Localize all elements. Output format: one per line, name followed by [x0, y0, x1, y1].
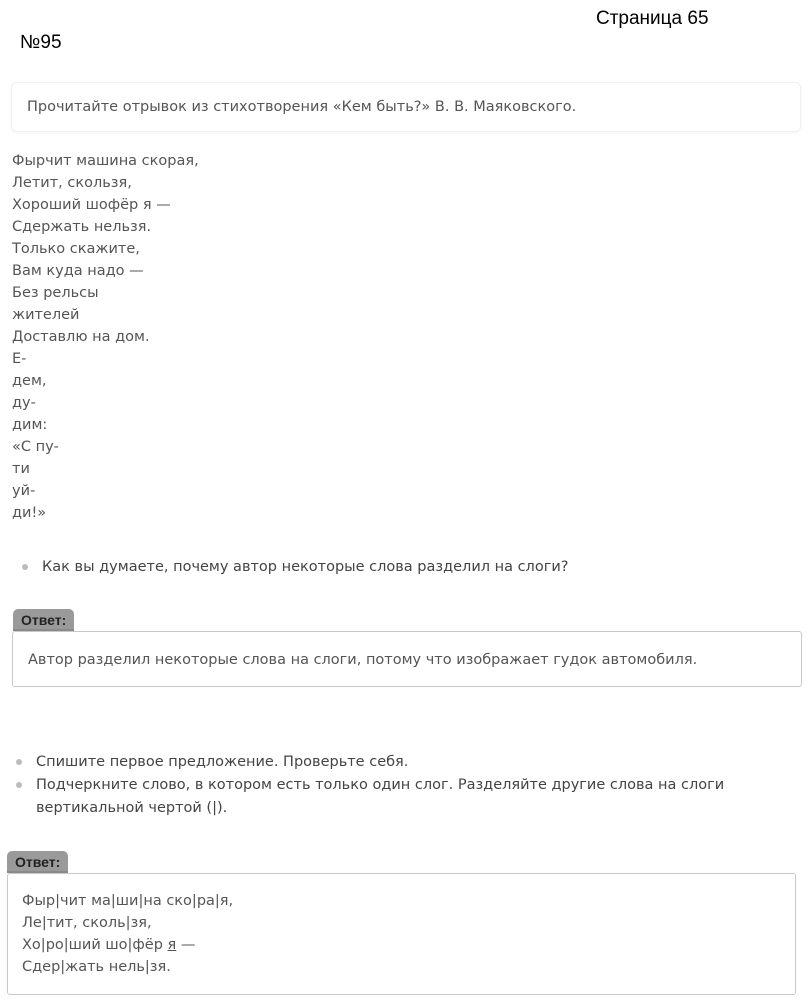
- bullet-dot-icon: [22, 564, 28, 570]
- poem-line: Доставлю на дом.: [12, 329, 150, 345]
- answer-text-2: [22, 890, 233, 978]
- task-number: №95: [20, 32, 62, 53]
- poem-line: дим:: [12, 417, 48, 433]
- poem-line: Фырчит машина скорая,: [12, 153, 199, 169]
- poem-line: дем,: [12, 373, 47, 389]
- poem-line: Е-: [12, 351, 27, 367]
- instruction-box: [11, 82, 801, 132]
- answer-label-2: Ответ:: [7, 851, 68, 873]
- instruction-text: Прочитайте отрывок из стихотворения «Кем быть?» В. В. Маяковского.: [27, 99, 577, 115]
- poem-line: Хороший шофёр я —: [12, 197, 171, 213]
- question-text: Как вы думаете, почему автор некоторые слова разделил на слоги?: [42, 559, 569, 575]
- answer-box-1: [12, 631, 802, 687]
- poem-line: «С пу-: [12, 439, 59, 455]
- question-list-2: [16, 751, 776, 820]
- answer-line: Ле|тит, сколь|зя,: [22, 915, 152, 931]
- answer-line-part: Хо|ро|ший шо|фёр: [22, 937, 163, 953]
- poem-line: Летит, скользя,: [12, 175, 132, 191]
- question-item: [16, 751, 776, 774]
- question-item: [16, 774, 776, 820]
- poem-line: Сдержать нельзя.: [12, 219, 152, 235]
- answer-line: Фыр|чит ма|ши|на ско|ра|я,: [22, 893, 234, 909]
- poem-line: уй-: [12, 483, 36, 499]
- answer-line: [22, 934, 233, 956]
- poem-line: ди!»: [12, 505, 47, 521]
- answer-text-1: Автор разделил некоторые слова на слоги, потому что изображает гудок автомобиля.: [28, 652, 698, 668]
- poem-line: Только скажите,: [12, 241, 140, 257]
- question-item: [22, 556, 782, 579]
- poem-line: ду-: [12, 395, 36, 411]
- poem-line: Без рельсы: [12, 285, 99, 301]
- question-list-1: [22, 556, 782, 579]
- poem-line: жителей: [12, 307, 80, 323]
- bullet-dot-icon: [16, 759, 22, 765]
- poem-excerpt: [12, 150, 412, 524]
- underlined-word: я: [167, 937, 177, 953]
- answer-box-2: [7, 873, 796, 995]
- poem-line: Вам куда надо —: [12, 263, 144, 279]
- question-text: Спишите первое предложение. Проверьте себя.: [36, 754, 409, 770]
- bullet-dot-icon: [16, 782, 22, 788]
- answer-label-1: Ответ:: [13, 609, 74, 631]
- question-text-continued: вертикальной чертой (|).: [36, 800, 228, 816]
- answer-line-part: —: [176, 937, 196, 953]
- answer-line: Сдер|жать нель|зя.: [22, 959, 171, 975]
- poem-line: ти: [12, 461, 30, 477]
- page-label: Страница 65: [596, 8, 709, 29]
- question-text: Подчеркните слово, в котором есть только один слог. Разделяйте другие слова на слоги: [36, 777, 725, 793]
